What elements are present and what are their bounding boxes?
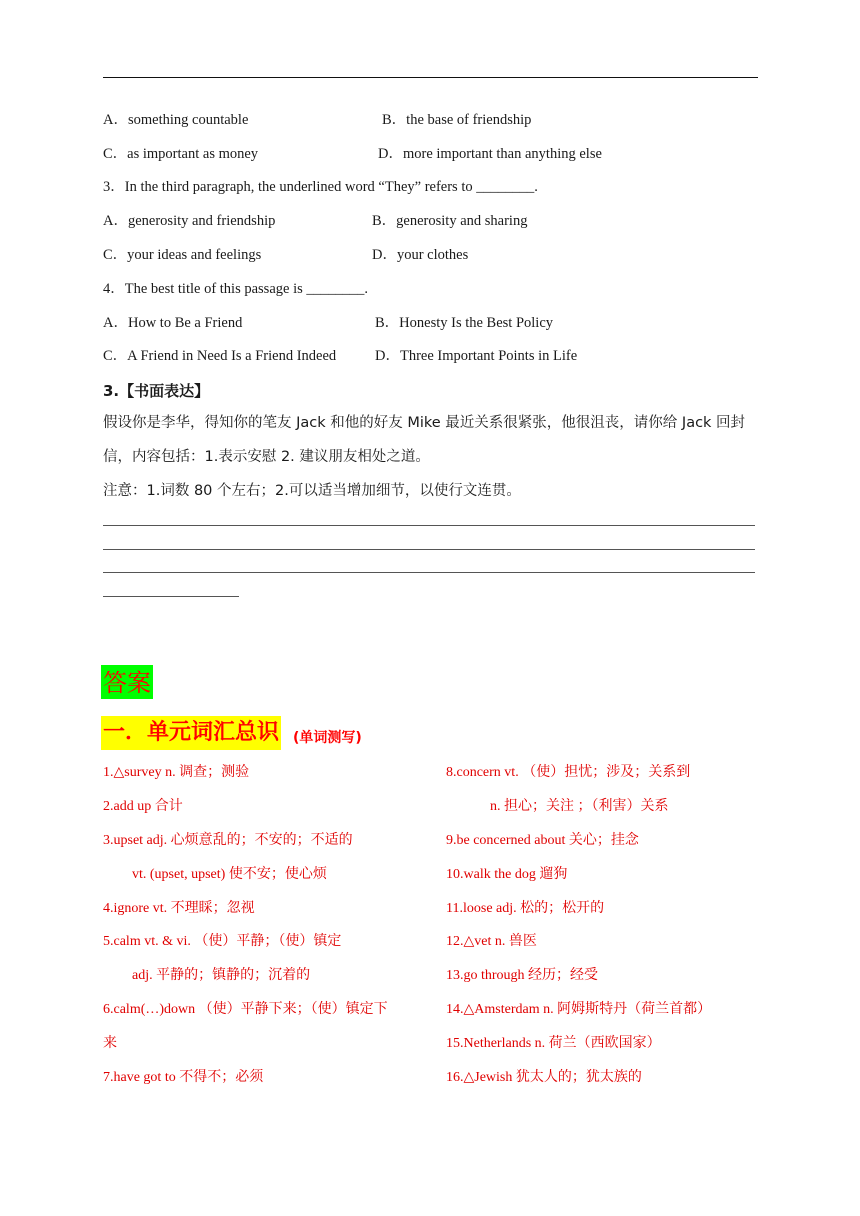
q2-option-d: D．more important than anything else [378,146,602,162]
vocab-section-title: 一．单元词汇总识 [101,716,281,750]
vocab-item: 12.△vet n. 兽医 [446,934,537,949]
vocab-item: 16.△Jewish 犹太人的；犹太族的 [446,1070,642,1085]
vocab-item: 7.have got to 不得不；必须 [103,1070,264,1085]
vocab-item: 4.ignore vt. 不理睬；忽视 [103,901,255,916]
vocab-item: 来 [103,1036,117,1051]
q3-option-c: C．your ideas and feelings [103,247,262,263]
vocab-item: 10.walk the dog 遛狗 [446,867,568,882]
writing-line-3 [103,572,755,573]
vocab-item: 1.△survey n. 调查；测验 [103,765,250,780]
writing-line-4 [103,596,239,597]
vocab-item: 11.loose adj. 松的；松开的 [446,901,605,916]
vocab-section-subtitle: (单词测写) [293,730,362,746]
q4-option-b: B．Honesty Is the Best Policy [375,315,554,331]
q4-stem: 4．The best title of this passage is ________. [103,281,368,297]
q2-option-b: B．the base of friendship [382,112,532,128]
header-rule [103,77,758,78]
q3-option-a: A．generosity and friendship [103,213,276,229]
writing-prompt: 假设你是李华，得知你的笔友 Jack 和他的好友 Mike 最近关系很紧张，他很沮丧，请你给 Jack 回封信，内容包括：1.表示安慰 2. 建议朋友相处之道。 [103,415,746,465]
q4-option-row-2 [103,347,578,365]
vocab-item: 5.calm vt. & vi. （使）平静；（使）镇定 [103,934,342,949]
writing-line-2 [103,549,755,550]
vocab-item: n. 担心；关注 ；（利害）关系 [490,799,669,814]
q3-option-b: B．generosity and sharing [372,213,528,229]
q4-option-row-1 [103,314,554,332]
writing-heading: 3.【书面表达】 [103,382,210,400]
q2-option-c: C．as important as money [103,146,259,162]
q4-option-d: D．Three Important Points in Life [375,348,578,364]
q2-option-row-2 [103,145,602,163]
vocab-item: 3.upset adj. 心烦意乱的；不安的；不适的 [103,833,353,848]
q3-option-row-1 [103,212,528,230]
vocab-item: 8.concern vt. （使）担忧；涉及；关系到 [446,765,691,780]
vocab-item: vt. (upset, upset) 使不安；使心烦 [132,867,327,882]
vocab-item: 15.Netherlands n. 荷兰（西欧国家） [446,1036,661,1051]
vocab-item: 13.go through 经历；经受 [446,968,599,983]
q2-option-row-1 [103,111,532,129]
q4-option-a: A．How to Be a Friend [103,315,243,331]
q3-option-d: D．your clothes [372,247,469,263]
vocab-item: 9.be concerned about 关心；挂念 [446,833,639,848]
writing-note: 注意：1.词数 80 个左右；2.可以适当增加细节，以使行文连贯。 [103,483,521,499]
vocab-item: adj. 平静的；镇静的；沉着的 [132,968,311,983]
q3-option-row-2 [103,246,469,264]
answer-title: 答案 [101,665,153,699]
vocab-item: 2.add up 合计 [103,799,183,814]
q3-stem: 3．In the third paragraph, the underlined word “They” refers to ________. [103,179,538,195]
q4-option-c: C．A Friend in Need Is a Friend Indeed [103,348,337,364]
q2-option-a: A．something countable [103,112,249,128]
vocab-item: 6.calm(…)down （使）平静下来；（使）镇定下 [103,1002,388,1017]
writing-line-1 [103,525,755,526]
vocab-item: 14.△Amsterdam n. 阿姆斯特丹（荷兰首都） [446,1002,712,1017]
